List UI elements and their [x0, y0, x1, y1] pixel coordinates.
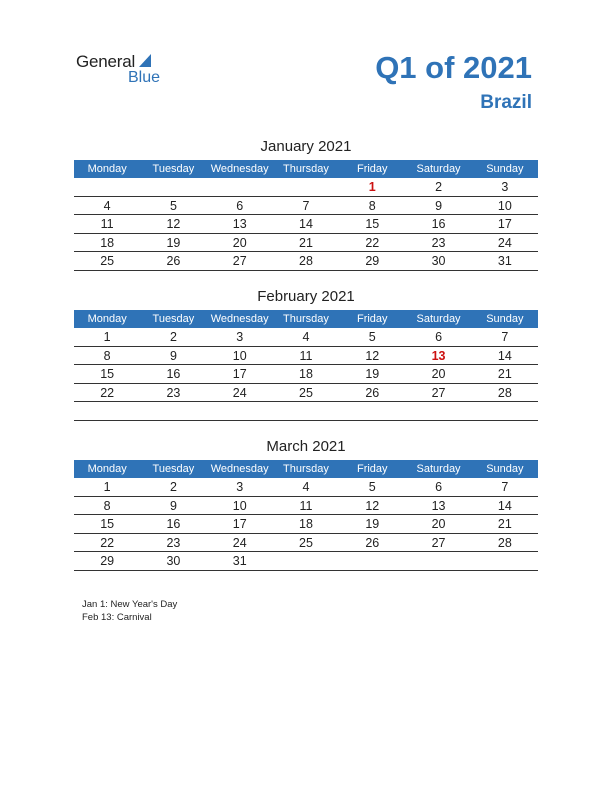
day-cell: 12 [140, 215, 206, 234]
weekday-header-row [74, 160, 538, 178]
calendar-table [74, 160, 538, 271]
week-row [74, 233, 538, 252]
week-row [74, 252, 538, 271]
day-cell: 8 [339, 196, 405, 215]
day-cell: 4 [273, 328, 339, 346]
day-cell: 19 [339, 515, 405, 534]
weekday-header: Saturday [405, 460, 471, 478]
day-cell: 2 [140, 328, 206, 346]
day-cell: 23 [405, 233, 471, 252]
day-cell: 10 [207, 346, 273, 365]
day-cell: 9 [140, 346, 206, 365]
day-cell: 28 [273, 252, 339, 271]
weekday-header: Saturday [405, 160, 471, 178]
day-cell: 14 [472, 496, 538, 515]
day-cell: 14 [273, 215, 339, 234]
day-cell: 3 [207, 328, 273, 346]
day-cell: 13 [207, 215, 273, 234]
day-cell [339, 402, 405, 421]
week-row [74, 346, 538, 365]
weekday-header: Tuesday [140, 310, 206, 328]
day-cell: 20 [405, 515, 471, 534]
day-cell: 7 [472, 328, 538, 346]
month-february [74, 287, 538, 421]
week-row [74, 402, 538, 421]
day-cell [207, 402, 273, 421]
day-cell: 10 [472, 196, 538, 215]
day-cell: 29 [339, 252, 405, 271]
day-cell: 11 [74, 215, 140, 234]
day-cell: 16 [405, 215, 471, 234]
weekday-header: Thursday [273, 160, 339, 178]
week-row [74, 478, 538, 496]
day-cell: 12 [339, 346, 405, 365]
day-cell: 2 [405, 178, 471, 196]
day-cell: 5 [339, 478, 405, 496]
weekday-header: Monday [74, 310, 140, 328]
holiday-notes [82, 598, 177, 624]
day-cell: 4 [273, 478, 339, 496]
day-cell: 7 [273, 196, 339, 215]
weekday-header: Wednesday [207, 160, 273, 178]
weekday-header: Thursday [273, 310, 339, 328]
logo [76, 52, 186, 88]
day-cell: 25 [273, 383, 339, 402]
day-cell: 15 [74, 365, 140, 384]
weekday-header: Thursday [273, 460, 339, 478]
weekday-header: Wednesday [207, 310, 273, 328]
day-cell [273, 402, 339, 421]
day-cell: 19 [140, 233, 206, 252]
day-cell: 26 [339, 383, 405, 402]
day-cell [140, 178, 206, 196]
day-cell: 22 [74, 383, 140, 402]
month-january [74, 137, 538, 271]
day-cell: 1 [339, 178, 405, 196]
weekday-header-row [74, 460, 538, 478]
day-cell: 21 [472, 515, 538, 534]
week-row [74, 365, 538, 384]
day-cell [273, 552, 339, 571]
month-title: January 2021 [260, 138, 352, 155]
day-cell: 24 [207, 383, 273, 402]
day-cell [74, 178, 140, 196]
week-row [74, 515, 538, 534]
day-cell: 2 [140, 478, 206, 496]
day-cell: 29 [74, 552, 140, 571]
day-cell: 3 [207, 478, 273, 496]
weekday-header: Sunday [472, 160, 538, 178]
weekday-header: Sunday [472, 460, 538, 478]
weekday-header: Tuesday [140, 160, 206, 178]
week-row [74, 196, 538, 215]
day-cell: 16 [140, 365, 206, 384]
weekday-header: Saturday [405, 310, 471, 328]
day-cell [140, 402, 206, 421]
day-cell: 9 [405, 196, 471, 215]
day-cell: 21 [472, 365, 538, 384]
day-cell: 19 [339, 365, 405, 384]
day-cell: 20 [405, 365, 471, 384]
day-cell: 11 [273, 346, 339, 365]
month-title: March 2021 [266, 438, 346, 455]
week-row [74, 533, 538, 552]
day-cell [207, 178, 273, 196]
week-row [74, 496, 538, 515]
day-cell: 28 [472, 533, 538, 552]
day-cell: 1 [74, 478, 140, 496]
month-title: February 2021 [257, 288, 355, 305]
day-cell: 27 [405, 383, 471, 402]
weekday-header: Monday [74, 460, 140, 478]
day-cell: 31 [207, 552, 273, 571]
day-cell [405, 552, 471, 571]
day-cell [472, 402, 538, 421]
day-cell: 8 [74, 496, 140, 515]
day-cell: 17 [207, 365, 273, 384]
week-row [74, 552, 538, 571]
day-cell: 13 [405, 496, 471, 515]
logo-blue-text: Blue [128, 69, 161, 86]
day-cell: 26 [140, 252, 206, 271]
day-cell: 20 [207, 233, 273, 252]
day-cell: 23 [140, 383, 206, 402]
day-cell [339, 552, 405, 571]
day-cell: 18 [74, 233, 140, 252]
day-cell: 22 [74, 533, 140, 552]
day-cell: 5 [339, 328, 405, 346]
day-cell: 7 [472, 478, 538, 496]
day-cell: 17 [207, 515, 273, 534]
day-cell: 27 [405, 533, 471, 552]
day-cell: 16 [140, 515, 206, 534]
month-march [74, 437, 538, 571]
day-cell: 26 [339, 533, 405, 552]
day-cell: 24 [472, 233, 538, 252]
calendar-table [74, 460, 538, 571]
day-cell: 3 [472, 178, 538, 196]
day-cell [273, 178, 339, 196]
day-cell: 10 [207, 496, 273, 515]
day-cell [405, 402, 471, 421]
week-row [74, 383, 538, 402]
day-cell: 28 [472, 383, 538, 402]
day-cell: 22 [339, 233, 405, 252]
week-row [74, 178, 538, 196]
day-cell: 6 [405, 478, 471, 496]
day-cell: 27 [207, 252, 273, 271]
weekday-header: Sunday [472, 310, 538, 328]
day-cell: 13 [405, 346, 471, 365]
week-row [74, 215, 538, 234]
holiday-note: Feb 13: Carnival [82, 612, 152, 623]
country-name: Brazil [480, 92, 532, 113]
day-cell: 6 [405, 328, 471, 346]
day-cell: 9 [140, 496, 206, 515]
day-cell: 31 [472, 252, 538, 271]
logo-general-text: General [76, 52, 136, 71]
logo-triangle-icon [139, 54, 151, 67]
day-cell: 14 [472, 346, 538, 365]
weekday-header: Monday [74, 160, 140, 178]
day-cell: 30 [405, 252, 471, 271]
weekday-header: Friday [339, 160, 405, 178]
week-row [74, 328, 538, 346]
weekday-header: Friday [339, 310, 405, 328]
day-cell: 15 [74, 515, 140, 534]
day-cell: 11 [273, 496, 339, 515]
day-cell: 21 [273, 233, 339, 252]
day-cell: 25 [273, 533, 339, 552]
day-cell [74, 402, 140, 421]
day-cell: 5 [140, 196, 206, 215]
day-cell: 1 [74, 328, 140, 346]
day-cell: 30 [140, 552, 206, 571]
day-cell: 25 [74, 252, 140, 271]
weekday-header: Wednesday [207, 460, 273, 478]
weekday-header-row [74, 310, 538, 328]
day-cell: 18 [273, 515, 339, 534]
day-cell: 4 [74, 196, 140, 215]
day-cell: 6 [207, 196, 273, 215]
day-cell: 23 [140, 533, 206, 552]
day-cell: 8 [74, 346, 140, 365]
day-cell: 12 [339, 496, 405, 515]
day-cell: 17 [472, 215, 538, 234]
page-title: Q1 of 2021 [375, 50, 532, 85]
calendar-table [74, 310, 538, 421]
day-cell: 24 [207, 533, 273, 552]
holiday-note: Jan 1: New Year's Day [82, 599, 178, 610]
day-cell: 15 [339, 215, 405, 234]
weekday-header: Tuesday [140, 460, 206, 478]
weekday-header: Friday [339, 460, 405, 478]
day-cell [472, 552, 538, 571]
day-cell: 18 [273, 365, 339, 384]
